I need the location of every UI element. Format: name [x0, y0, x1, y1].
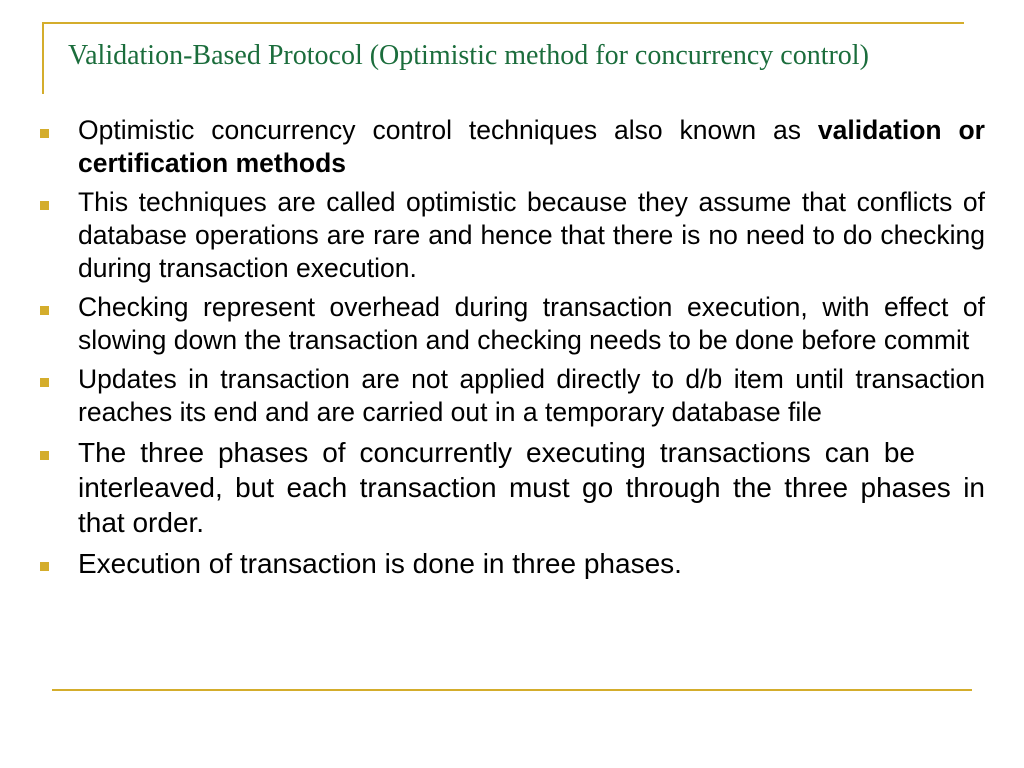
- bullet-item-1: [40, 114, 985, 180]
- square-bullet-icon: [40, 451, 49, 460]
- bullet-text-4: Updates in transaction are not applied directly to d/b item until transaction reaches its end and are carried out in a temporary database file: [78, 364, 985, 427]
- bullet-item-6: [40, 546, 985, 581]
- bullet-item-5: [40, 435, 985, 540]
- bullet-item-4: [40, 363, 985, 429]
- square-bullet-icon: [40, 129, 49, 138]
- bullet-text-5b: interleaved, but each transaction must go through the three phases in that order.: [78, 472, 985, 538]
- bullet-text-6: Execution of transaction is done in three phases.: [78, 548, 682, 579]
- bullet-text-5a: The three phases of concurrently executing transactions can be: [78, 437, 915, 468]
- bullet-item-2: [40, 186, 985, 285]
- bullet-text-3: Checking represent overhead during transaction execution, with effect of slowing down the transaction and checking needs to be done before commit: [78, 292, 985, 355]
- bullet-text-1: Optimistic concurrency control techniques also known as: [78, 115, 801, 145]
- bullet-list: [40, 114, 985, 587]
- square-bullet-icon: [40, 201, 49, 210]
- title-frame-top-rule: [42, 22, 964, 24]
- bullet-bold-text-1: validation or certification methods: [78, 115, 985, 178]
- title-frame-left-rule: [42, 22, 44, 94]
- square-bullet-icon: [40, 378, 49, 387]
- square-bullet-icon: [40, 562, 49, 571]
- square-bullet-icon: [40, 306, 49, 315]
- slide-bottom-rule: [52, 689, 972, 691]
- bullet-item-3: [40, 291, 985, 357]
- slide-title: Validation-Based Protocol (Optimistic method for concurrency control): [68, 40, 869, 71]
- bullet-text-2: This techniques are called optimistic because they assume that conflicts of database operations are rare and hence that there is no need to do checking during transaction execution.: [78, 187, 985, 283]
